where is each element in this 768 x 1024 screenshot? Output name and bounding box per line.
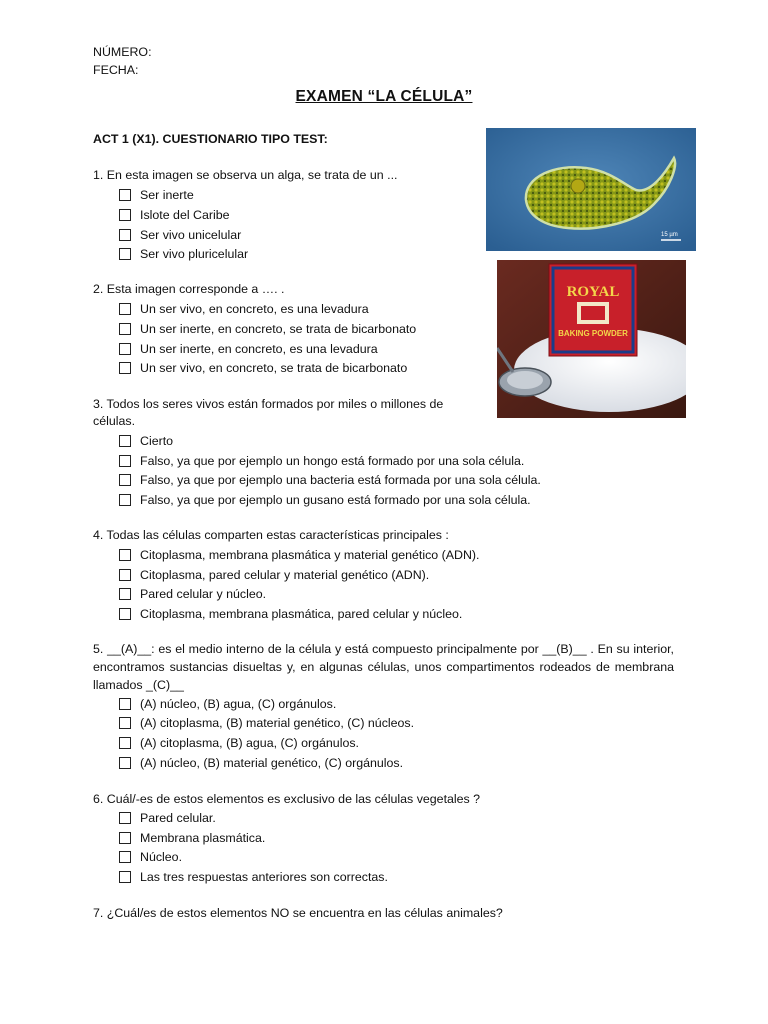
question-5: 5. __(A)__: es el medio interno de la célula y está compuesto principalmente por __(B)__ . En su interior, encontramos sustancias disueltas y, en algunas células, unos compartimentos rodeados de membrana llamados _(C)__ <box>93 642 674 692</box>
checkbox[interactable] <box>119 362 131 374</box>
q5-option-4[interactable] <box>119 753 403 772</box>
checkbox[interactable] <box>119 248 131 260</box>
option-label: Cierto <box>140 433 174 448</box>
option-label: Pared celular. <box>140 810 216 825</box>
option-label: Membrana plasmática. <box>140 830 266 845</box>
q3-option-4[interactable] <box>119 490 531 509</box>
q6-option-4[interactable] <box>119 867 388 886</box>
q3-option-1[interactable] <box>119 431 173 450</box>
checkbox[interactable] <box>119 494 131 506</box>
checkbox[interactable] <box>119 209 131 221</box>
option-label: Pared celular y núcleo. <box>140 586 267 601</box>
checkbox[interactable] <box>119 851 131 863</box>
exam-title: EXAMEN “LA CÉLULA” <box>295 88 473 105</box>
svg-text:BAKING POWDER: BAKING POWDER <box>558 329 628 338</box>
numero-label: NÚMERO: <box>93 45 152 59</box>
option-label: Falso, ya que por ejemplo un gusano está formado por una sola célula. <box>140 492 531 507</box>
option-label: Un ser inerte, en concreto, se trata de bicarbonato <box>140 321 417 336</box>
option-label: Un ser vivo, en concreto, se trata de bicarbonato <box>140 360 408 375</box>
option-label: (A) citoplasma, (B) agua, (C) orgánulos. <box>140 735 359 750</box>
option-label: Islote del Caribe <box>140 207 230 222</box>
q1-option-2[interactable] <box>119 205 230 224</box>
q4-option-1[interactable] <box>119 545 480 564</box>
checkbox[interactable] <box>119 323 131 335</box>
question-6: 6. Cuál/-es de estos elementos es exclusivo de las células vegetales ? <box>93 792 481 806</box>
option-label: Citoplasma, membrana plasmática y material genético (ADN). <box>140 547 480 562</box>
svg-text:ROYAL: ROYAL <box>566 284 620 300</box>
checkbox[interactable] <box>119 832 131 844</box>
q2-option-4[interactable] <box>119 358 407 377</box>
q5-option-2[interactable] <box>119 713 414 732</box>
checkbox[interactable] <box>119 737 131 749</box>
checkbox[interactable] <box>119 455 131 467</box>
option-label: Núcleo. <box>140 849 183 864</box>
q6-option-1[interactable] <box>119 808 216 827</box>
option-label: (A) núcleo, (B) agua, (C) orgánulos. <box>140 696 337 711</box>
question-1: 1. En esta imagen se observa un alga, se trata de un ... <box>93 168 398 182</box>
checkbox[interactable] <box>119 549 131 561</box>
option-label: Las tres respuestas anteriores son correctas. <box>140 869 388 884</box>
q1-option-4[interactable] <box>119 244 248 263</box>
checkbox[interactable] <box>119 435 131 447</box>
checkbox[interactable] <box>119 757 131 769</box>
option-label: Un ser vivo, en concreto, es una levadura <box>140 301 369 316</box>
checkbox[interactable] <box>119 698 131 710</box>
question-3-line-2: células. <box>93 414 136 428</box>
checkbox[interactable] <box>119 812 131 824</box>
checkbox[interactable] <box>119 569 131 581</box>
option-label: Falso, ya que por ejemplo un hongo está formado por una sola célula. <box>140 453 525 468</box>
q4-option-4[interactable] <box>119 604 462 623</box>
option-label: Un ser inerte, en concreto, es una levadura <box>140 341 378 356</box>
question-2: 2. Esta imagen corresponde a …. . <box>93 282 285 296</box>
checkbox[interactable] <box>119 871 131 883</box>
question-3-line-1: 3. Todos los seres vivos están formados por miles o millones de <box>93 397 444 411</box>
checkbox[interactable] <box>119 189 131 201</box>
question-4: 4. Todas las células comparten estas características principales : <box>93 528 449 542</box>
option-label: (A) citoplasma, (B) material genético, (C) núcleos. <box>140 715 415 730</box>
q4-option-2[interactable] <box>119 565 429 584</box>
checkbox[interactable] <box>119 303 131 315</box>
q2-option-2[interactable] <box>119 319 416 338</box>
checkbox[interactable] <box>119 343 131 355</box>
q6-option-2[interactable] <box>119 828 265 847</box>
option-label: Citoplasma, membrana plasmática, pared celular y núcleo. <box>140 606 463 621</box>
checkbox[interactable] <box>119 229 131 241</box>
q6-option-3[interactable] <box>119 847 182 866</box>
checkbox[interactable] <box>119 717 131 729</box>
q1-option-3[interactable] <box>119 225 241 244</box>
checkbox[interactable] <box>119 474 131 486</box>
activity-heading: ACT 1 (X1). CUESTIONARIO TIPO TEST: <box>93 132 328 146</box>
q2-option-1[interactable] <box>119 299 369 318</box>
option-label: Ser vivo pluricelular <box>140 246 249 261</box>
q4-option-3[interactable] <box>119 584 266 603</box>
option-label: Ser inerte <box>140 187 194 202</box>
question-7: 7. ¿Cuál/es de estos elementos NO se encuentra en las células animales? <box>93 906 503 920</box>
algae-image <box>486 128 696 251</box>
q1-option-1[interactable] <box>119 185 194 204</box>
q5-option-3[interactable] <box>119 733 359 752</box>
checkbox[interactable] <box>119 588 131 600</box>
svg-text:15 µm: 15 µm <box>661 232 678 238</box>
q5-option-1[interactable] <box>119 694 336 713</box>
option-label: Citoplasma, pared celular y material genético (ADN). <box>140 567 430 582</box>
checkbox[interactable] <box>119 608 131 620</box>
option-label: Falso, ya que por ejemplo una bacteria está formada por una sola célula. <box>140 472 541 487</box>
baking-powder-image <box>497 260 686 418</box>
option-label: (A) núcleo, (B) material genético, (C) orgánulos. <box>140 755 404 770</box>
option-label: Ser vivo unicelular <box>140 227 242 242</box>
fecha-label: FECHA: <box>93 63 139 77</box>
q3-option-3[interactable] <box>119 470 541 489</box>
q2-option-3[interactable] <box>119 339 378 358</box>
q3-option-2[interactable] <box>119 451 524 470</box>
